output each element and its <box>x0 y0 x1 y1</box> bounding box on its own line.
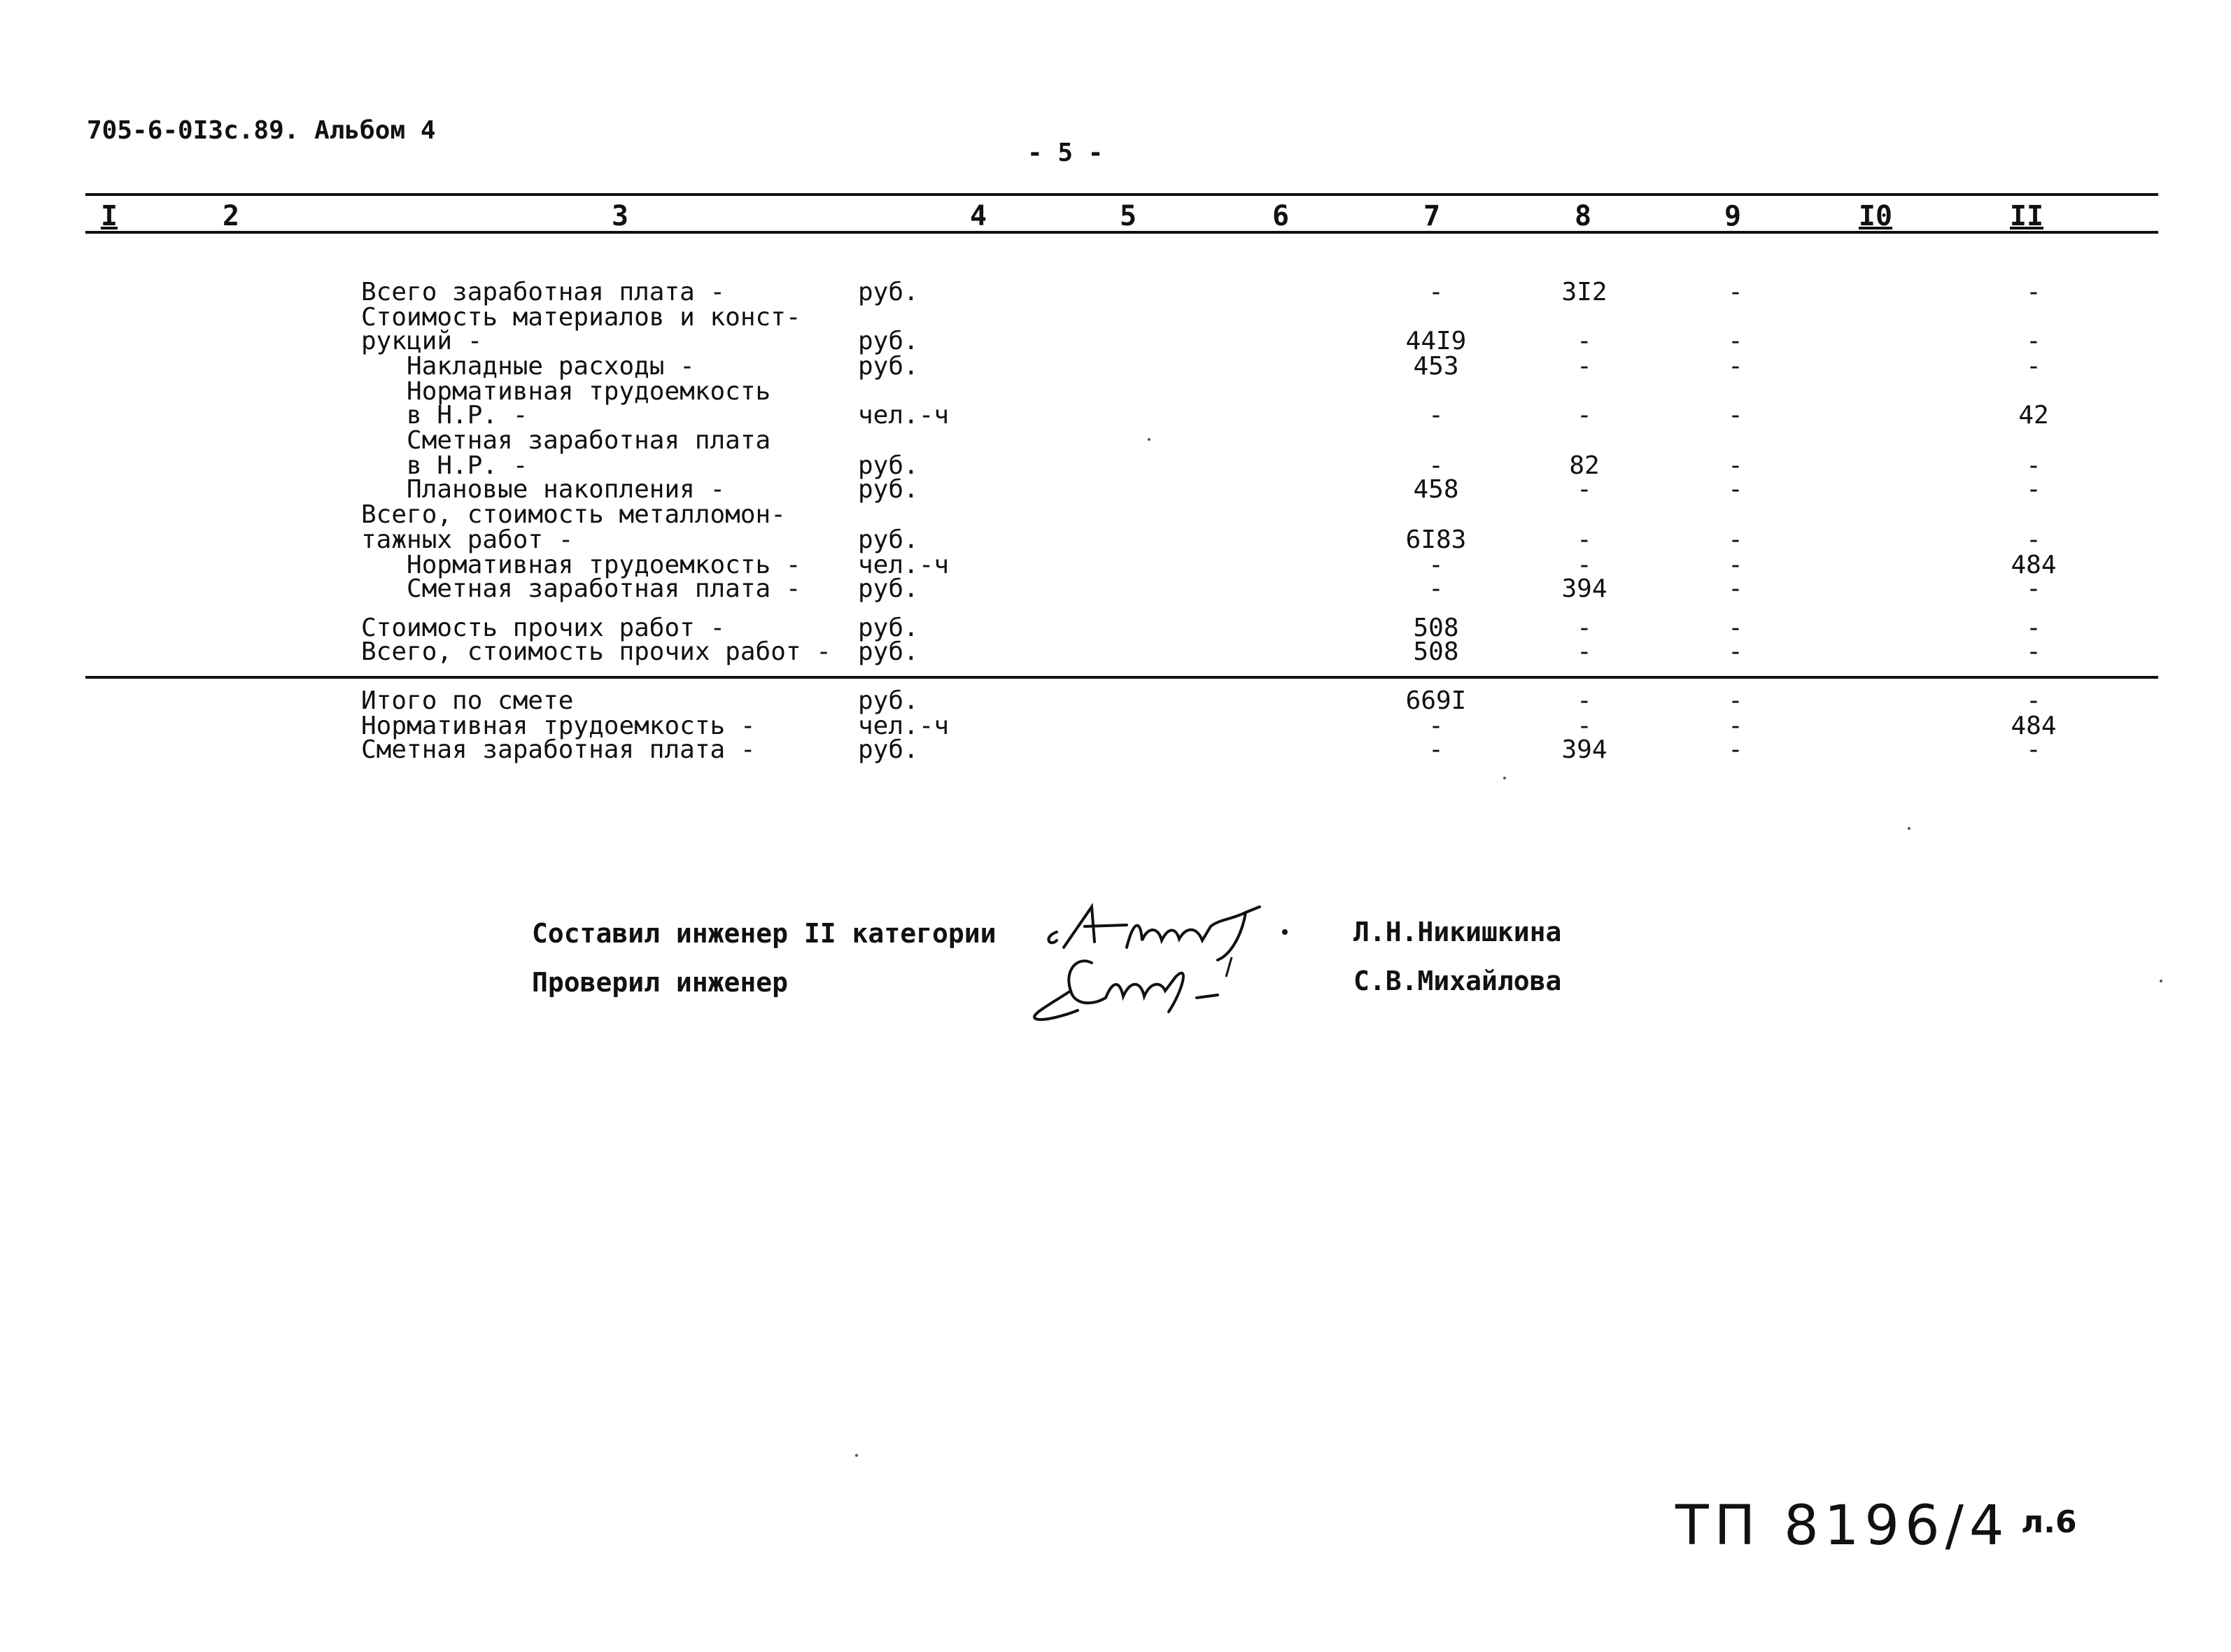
row-label: Нормативная трудоемкость - <box>361 712 756 740</box>
row-label: Сметная заработная плата - <box>361 735 756 764</box>
cell-col-11: - <box>2026 637 2041 666</box>
cell-col-9: - <box>1728 712 1743 740</box>
cell-col-7: - <box>1428 401 1444 430</box>
cell-col-8: 82 <box>1569 451 1600 480</box>
column-number-9: 9 <box>1724 200 1742 232</box>
table-row <box>0 280 2231 305</box>
scan-speck <box>1503 777 1506 779</box>
cell-col-11: - <box>2026 352 2041 381</box>
cell-col-7: - <box>1428 278 1444 306</box>
row-label: тажных работ - <box>361 525 574 554</box>
cell-col-9: - <box>1728 451 1743 480</box>
cell-col-11: - <box>2026 278 2041 306</box>
column-number-11: II <box>2009 200 2044 232</box>
table-row <box>0 686 2231 715</box>
row-label: Всего заработная плата - <box>361 278 726 306</box>
cell-col-9: - <box>1728 735 1743 764</box>
cell-col-11: - <box>2026 451 2041 480</box>
cell-col-11: - <box>2026 686 2041 715</box>
scan-speck <box>1908 827 1910 830</box>
cell-col-11: 484 <box>2011 551 2057 579</box>
cell-col-9: - <box>1728 614 1743 642</box>
cell-col-11: - <box>2026 614 2041 642</box>
table-row <box>0 737 2231 763</box>
scan-speck <box>855 1454 858 1457</box>
cell-col-11: - <box>2026 525 2041 554</box>
row-label: Сметная заработная плата <box>361 426 771 455</box>
cell-col-7: 508 <box>1413 637 1459 666</box>
row-unit: руб. <box>858 735 919 764</box>
table-row <box>0 428 2231 453</box>
scan-speck <box>1148 438 1150 441</box>
row-label: Накладные расходы - <box>361 352 695 381</box>
row-unit: руб. <box>858 614 919 642</box>
row-label: Всего, стоимость прочих работ - <box>361 637 831 666</box>
cell-col-7: 453 <box>1413 352 1459 381</box>
table-row <box>0 502 2231 528</box>
row-label: Сметная заработная плата - <box>361 574 801 603</box>
cell-col-9: - <box>1728 401 1743 430</box>
table-row <box>0 477 2231 502</box>
cell-col-7: - <box>1428 451 1444 480</box>
table-row <box>0 553 2231 578</box>
cell-col-7: - <box>1428 735 1444 764</box>
table-row <box>0 403 2231 428</box>
row-unit: руб. <box>858 352 919 381</box>
column-number-7: 7 <box>1423 200 1441 232</box>
cell-col-7: - <box>1428 551 1444 579</box>
table-row <box>0 379 2231 404</box>
column-number-10: I0 <box>1858 200 1893 232</box>
table-top-rule <box>85 193 2158 196</box>
cell-col-8: - <box>1577 614 1592 642</box>
table-row <box>0 354 2231 379</box>
checked-by-label: Проверил инженер <box>532 967 789 998</box>
cell-col-7: 508 <box>1413 614 1459 642</box>
cell-col-7: 669I <box>1405 686 1467 715</box>
row-label: Плановые накопления - <box>361 475 726 504</box>
cell-col-9: - <box>1728 574 1743 603</box>
row-unit: руб. <box>858 686 919 715</box>
cell-col-11: - <box>2026 574 2041 603</box>
cell-col-8: - <box>1577 401 1592 430</box>
cell-col-9: - <box>1728 551 1743 579</box>
row-label: в Н.Р. - <box>361 401 528 430</box>
row-label: рукций - <box>361 327 483 355</box>
column-number-8: 8 <box>1574 200 1592 232</box>
cell-col-7: - <box>1428 574 1444 603</box>
drawing-stamp-code: ТП 8196/4 <box>1675 1495 2010 1558</box>
row-unit: чел.-ч <box>858 401 950 430</box>
cell-col-8: - <box>1577 475 1592 504</box>
cell-col-8: 394 <box>1561 735 1607 764</box>
cell-col-9: - <box>1728 475 1743 504</box>
column-number-5: 5 <box>1119 200 1137 232</box>
scan-speck <box>2160 980 2162 982</box>
cell-col-11: 484 <box>2011 712 2057 740</box>
table-row <box>0 305 2231 330</box>
row-unit: чел.-ч <box>858 551 950 579</box>
column-number-2: 2 <box>222 200 240 232</box>
compiled-by-name: Л.Н.Никишкина <box>1353 917 1562 947</box>
checked-by-name: С.В.Михайлова <box>1353 966 1562 996</box>
cell-col-8: - <box>1577 712 1592 740</box>
cell-col-9: - <box>1728 278 1743 306</box>
table-row <box>0 637 2231 666</box>
row-unit: руб. <box>858 574 919 603</box>
table-row <box>0 453 2231 479</box>
page-number: - 5 - <box>1027 139 1104 167</box>
cell-col-7: 44I9 <box>1405 327 1467 355</box>
row-label: Стоимость прочих работ - <box>361 614 726 642</box>
cell-col-9: - <box>1728 525 1743 554</box>
compiled-by-label: Составил инженер II категории <box>532 918 997 949</box>
row-unit: руб. <box>858 278 919 306</box>
row-unit: руб. <box>858 327 919 355</box>
column-number-1: I <box>100 200 118 232</box>
cell-col-8: 3I2 <box>1561 278 1607 306</box>
cell-col-8: - <box>1577 525 1592 554</box>
cell-col-8: - <box>1577 637 1592 666</box>
table-row <box>0 574 2231 603</box>
cell-col-11: 42 <box>2018 401 2049 430</box>
column-number-6: 6 <box>1272 200 1290 232</box>
cell-col-11: - <box>2026 475 2041 504</box>
cell-col-9: - <box>1728 327 1743 355</box>
column-number-4: 4 <box>969 200 987 232</box>
row-unit: чел.-ч <box>858 712 950 740</box>
cell-col-8: - <box>1577 352 1592 381</box>
cell-col-8: - <box>1577 327 1592 355</box>
document-code: 705-6-0I3с.89. Альбом 4 <box>87 116 436 145</box>
cell-col-7: - <box>1428 712 1444 740</box>
cell-col-7: 458 <box>1413 475 1459 504</box>
row-label: в Н.Р. - <box>361 451 528 480</box>
row-label: Итого по смете <box>361 686 574 715</box>
row-label: Всего, стоимость металломон- <box>361 500 786 529</box>
table-row <box>0 616 2231 641</box>
table-row <box>0 329 2231 354</box>
row-unit: руб. <box>858 475 919 504</box>
drawing-stamp-sheet: л.6 <box>2021 1504 2077 1540</box>
totals-rule <box>85 676 2158 679</box>
signature-handwritten-2 <box>1022 949 1260 1026</box>
row-unit: руб. <box>858 451 919 480</box>
cell-col-8: - <box>1577 686 1592 715</box>
row-label: Стоимость материалов и конст- <box>361 303 801 332</box>
table-row <box>0 714 2231 739</box>
table-row <box>0 525 2231 554</box>
cell-col-9: - <box>1728 637 1743 666</box>
row-label: Нормативная трудоемкость - <box>361 551 801 579</box>
row-unit: руб. <box>858 525 919 554</box>
cell-col-8: - <box>1577 551 1592 579</box>
column-number-3: 3 <box>611 200 629 232</box>
cell-col-9: - <box>1728 352 1743 381</box>
row-label: Нормативная трудоемкость <box>361 377 771 406</box>
row-unit: руб. <box>858 637 919 666</box>
cell-col-9: - <box>1728 686 1743 715</box>
cell-col-11: - <box>2026 327 2041 355</box>
cell-col-11: - <box>2026 735 2041 764</box>
cell-col-7: 6I83 <box>1405 525 1467 554</box>
cell-col-8: 394 <box>1561 574 1607 603</box>
